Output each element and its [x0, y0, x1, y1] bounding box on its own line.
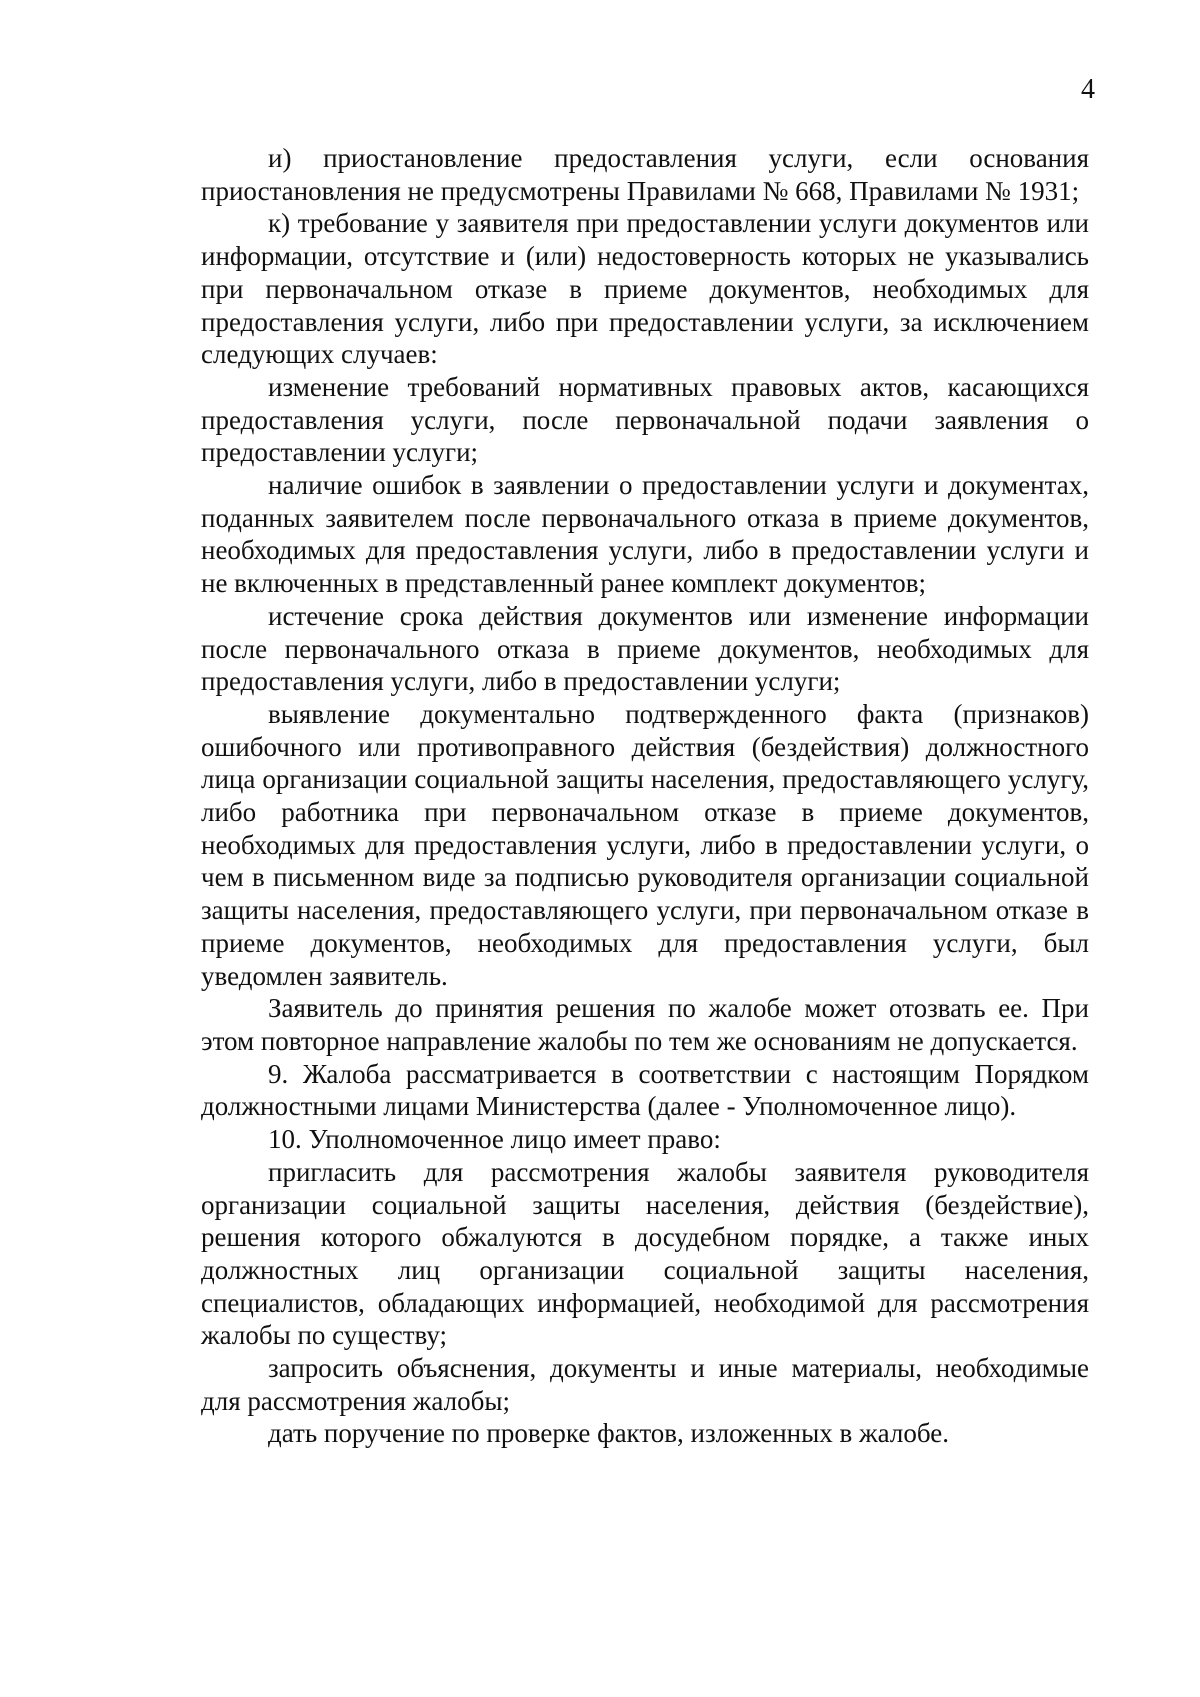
paragraph-exception-errors: наличие ошибок в заявлении о предоставлении услуги и документах, поданных заявителем после первоначального отказа в приеме документов, необходимых для предоставления услуги, либо в предоставлении услуги и не включенных в представленный ранее комплект документов; — [201, 470, 1089, 599]
paragraph-withdrawal: Заявитель до принятия решения по жалобе может отозвать ее. При этом повторное направление жалобы по тем же основаниям не допускается. — [201, 993, 1089, 1056]
paragraph-item-i: и) приостановление предоставления услуги, если основания приостановления не предусмотрены Правилами № 668, Правилами № 1931; — [201, 143, 1089, 206]
paragraph-exception-requirements-change: изменение требований нормативных правовых актов, касающихся предоставления услуги, после первоначальной подачи заявления о предоставлении услуги; — [201, 371, 1089, 468]
paragraph-section-9: 9. Жалоба рассматривается в соответствии с настоящим Порядком должностными лицами Министерства (далее - Уполномоченное лицо). — [201, 1058, 1089, 1122]
paragraph-item-k: к) требование у заявителя при предоставлении услуги документов или информации, отсутствие и (или) недостоверность которых не указывались при первоначальном отказе в приеме документов, необходимых для предоставления услуги, либо при предоставлении услуги, за исключением следующих случаев: — [201, 208, 1089, 370]
paragraph-right-request: запросить объяснения, документы и иные материалы, необходимые для рассмотрения жалобы; — [201, 1353, 1089, 1416]
paragraph-right-invite: пригласить для рассмотрения жалобы заявителя руководителя организации социальной защиты населения, действия (бездействие), решения которого обжалуются в досудебном порядке, а также иных должностных лиц организации социальной защиты населения, специалистов, обладающих информацией, необходимой для рассмотрения жалобы по существу; — [201, 1156, 1089, 1351]
page-number: 4 — [1081, 74, 1095, 105]
paragraph-right-instruct: дать поручение по проверке фактов, изложенных в жалобе. — [268, 1418, 949, 1449]
paragraph-exception-expiry: истечение срока действия документов или изменение информации после первоначального отказа в приеме документов, необходимых для предоставления услуги, либо в предоставлении услуги; — [201, 600, 1089, 697]
paragraph-exception-wrongful-action: выявление документально подтвержденного факта (признаков) ошибочного или противоправного действия (бездействия) должностного лица организации социальной защиты населения, предоставляющего услугу, либо работника при первоначальном отказе в приеме документов, необходимых для предоставления услуги, либо в предоставлении услуги, о чем в письменном виде за подписью руководителя организации социальной защиты населения, предоставляющего услуги, при первоначальном отказе в приеме документов, необходимых для предоставления услуги, был уведомлен заявитель. — [201, 698, 1089, 991]
document-body — [201, 142, 1089, 1450]
paragraph-section-10: 10. Уполномоченное лицо имеет право: — [268, 1124, 721, 1155]
